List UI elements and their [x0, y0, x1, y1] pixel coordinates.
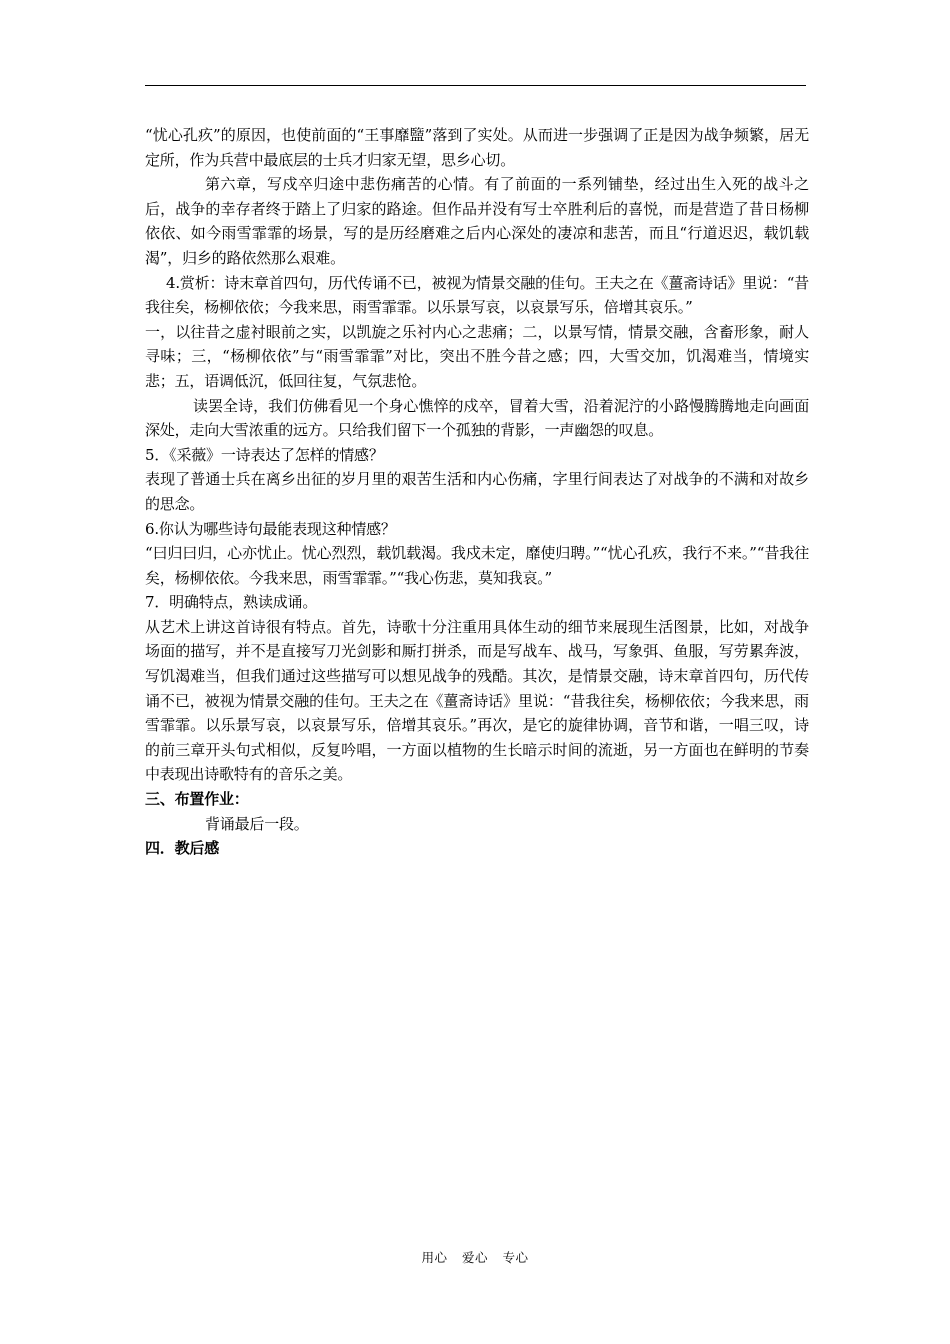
header-rule: [145, 85, 806, 86]
footer-word: 专心: [502, 1250, 529, 1265]
paragraph-points: 一，以往昔之虚衬眼前之实，以凯旋之乐衬内心之悲痛；二，以景写情，情景交融，含畜形象，耐人寻味；三，“杨柳依依”与“雨雪霏霏”对比，突出不胜今昔之感；四，大雪交加，饥渴难当，情境实悲；五，语调低沉，低回往复，气氛悲怆。: [145, 322, 809, 390]
paragraph-reading: 读罢全诗，我们仿佛看见一个身心憔悴的戍卒，冒着大雪，沿着泥泞的小路慢腾腾地走向画面深处，走向大雪浓重的远方。只给我们留下一个孤独的背影，一声幽怨的叹息。: [145, 396, 809, 440]
page-footer: [0, 1248, 950, 1266]
paragraph-appreciation: 4.赏析：诗末章首四句，历代传诵不已，被视为情景交融的佳句。王夫之在《薑斋诗话》里说：“昔我往矣，杨柳依依；今我来思，雨雪霏霏。以乐景写哀，以哀景写乐，倍增其哀乐。”: [145, 273, 809, 317]
paragraph-continuation: “忧心孔疚”的原因，也使前面的“王事靡盬”落到了实处。从而进一步强调了正是因为战争频繁，居无定所，作为兵营中最底层的士兵才归家无望，思乡心切。: [145, 126, 809, 169]
answer-5: 表现了普通士兵在离乡出征的岁月里的艰苦生活和内心伤痛，字里行间表达了对战争的不满和对故乡的思念。: [145, 470, 809, 513]
footer-word: 爱心: [461, 1250, 488, 1265]
document-body: [145, 123, 809, 861]
question-5: 5．《采薇》一诗表达了怎样的情感？: [145, 445, 384, 464]
answer-7: 从艺术上讲这首诗很有特点。首先，诗歌十分注重用具体生动的细节来展现生活图景，比如，对战争场面的描写，并不是直接写刀光剑影和厮打拼杀，而是写战车、战马，写象弭、鱼服，写劳累奔波，写饥渴难当，但我们通过这些描写可以想见战争的残酷。其次，是情景交融，诗末章首四句，历代传诵不已，被视为情景交融的佳句。王夫之在《薑斋诗话》里说：“昔我往矣，杨柳依依；今我来思，雨雪霏霏。以乐景写哀，以哀景写乐，倍增其哀乐。”再次，是它的旋律协调，音节和谐，一唱三叹，诗的前三章开头句式相似，反复吟唱，一方面以植物的生长暗示时间的流逝，另一方面也在鲜明的节奏中表现出诗歌特有的音乐之美。: [145, 617, 809, 784]
homework-text: 背诵最后一段。: [205, 814, 309, 833]
paragraph-chapter-six: 第六章，写戍卒归途中悲伤痛苦的心情。有了前面的一系列铺垫，经过出生入死的战斗之后，战争的幸存者终于踏上了归家的路途。但作品并没有写士卒胜利后的喜悦，而是营造了昔日杨柳依依、如今雨雪霏霏的场景，写的是历经磨难之后内心深处的凄凉和悲苦，而且“行道迟迟，载饥载渴”，归乡的路依然那么艰难。: [145, 175, 809, 267]
question-6: 6.你认为哪些诗句最能表现这种情感？: [145, 519, 396, 538]
answer-6: “曰归曰归，心亦忧止。忧心烈烈，载饥载渴。我戍未定，靡使归聘。”“忧心孔疚，我行不来。”“昔我往矣，杨柳依依。今我来思，雨雪霏霏。”“我心伤悲，莫知我哀。”: [145, 544, 809, 587]
footer-word: 用心: [421, 1250, 448, 1265]
question-7: 7．明确特点，熟读成诵。: [145, 593, 318, 612]
section-heading-homework: 三、布置作业：: [145, 790, 249, 809]
section-heading-reflection: 四．教后感: [145, 839, 220, 858]
